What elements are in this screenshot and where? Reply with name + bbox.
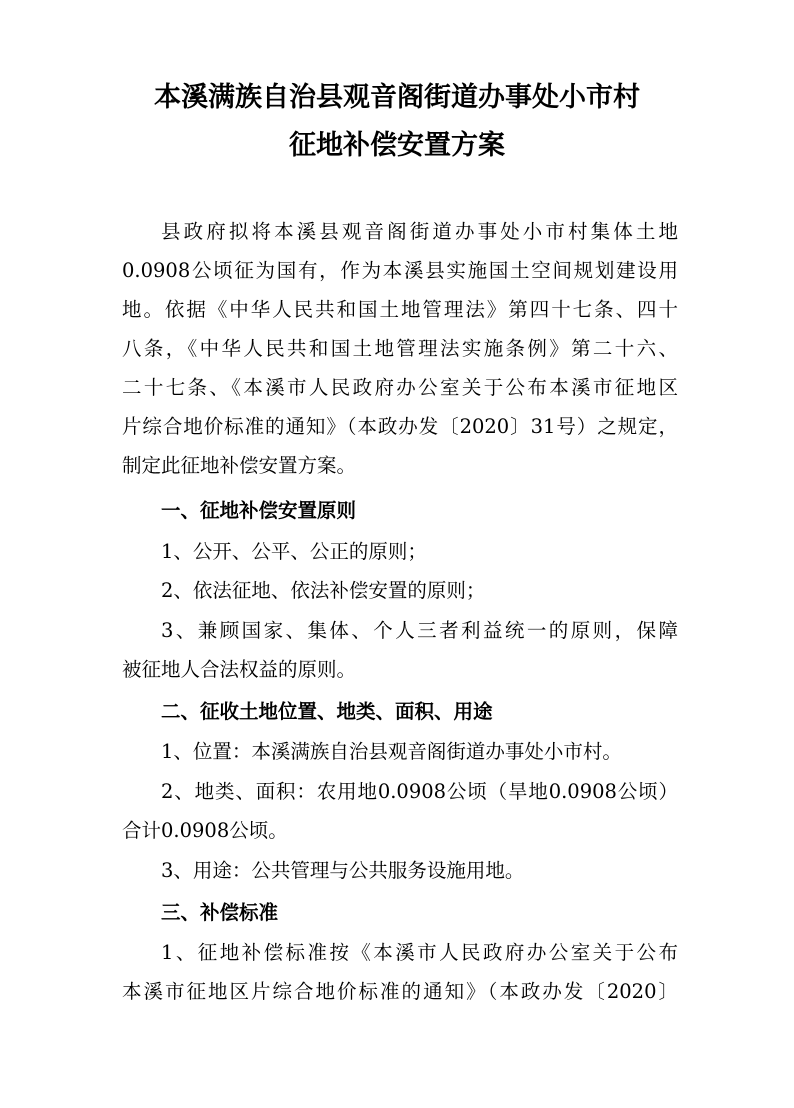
intro-line-1: 县政府拟将本溪县观音阁街道办事处小市村集体土地 [161, 220, 678, 243]
section-1-item-1: 1、公开、公平、公正的原则； [161, 540, 427, 563]
section-1-item-3-line-1: 3、兼顾国家、集体、个人三者利益统一的原则，保障 [161, 619, 678, 642]
intro-line-6: 片综合地价标准的通知》（本政办发〔2020〕31号）之规定， [122, 415, 678, 438]
section-2-item-2-line-1: 2、地类、面积：农用地0.0908公顷（旱地0.0908公顷） [161, 780, 678, 803]
section-2-item-3: 3、用途：公共管理与公共服务设施用地。 [161, 859, 525, 882]
intro-line-5: 二十七条、《本溪市人民政府办公室关于公布本溪市征地区 [122, 376, 678, 399]
section-3-item-1-line-2: 本溪市征地区片综合地价标准的通知》（本政办发〔2020〕 [122, 980, 678, 1003]
document-title-line-1: 本溪满族自治县观音阁街道办事处小市村 [154, 82, 640, 113]
section-2-item-1: 1、位置：本溪满族自治县观音阁街道办事处小市村。 [161, 740, 622, 763]
section-1-item-3-line-2: 被征地人合法权益的原则。 [122, 658, 357, 681]
section-2-item-2-line-2: 合计0.0908公顷。 [122, 819, 288, 842]
intro-line-2: 0.0908公顷征为国有，作为本溪县实施国土空间规划建设用 [122, 259, 678, 282]
intro-line-4: 八条，《中华人民共和国土地管理法实施条例》第二十六、 [122, 337, 678, 360]
intro-line-3: 地。依据《中华人民共和国土地管理法》第四十七条、四十 [122, 298, 678, 321]
section-1-item-2: 2、依法征地、依法补偿安置的原则； [161, 579, 486, 602]
intro-line-7: 制定此征地补偿安置方案。 [122, 454, 357, 477]
section-2-heading: 二、征收土地位置、地类、面积、用途 [161, 700, 493, 723]
section-3-heading: 三、补偿标准 [161, 901, 279, 924]
document-title-line-2: 征地补偿安置方案 [289, 130, 505, 161]
section-1-heading: 一、征地补偿安置原则 [161, 499, 357, 522]
section-3-item-1-line-1: 1、征地补偿标准按《本溪市人民政府办公室关于公布 [161, 941, 678, 964]
